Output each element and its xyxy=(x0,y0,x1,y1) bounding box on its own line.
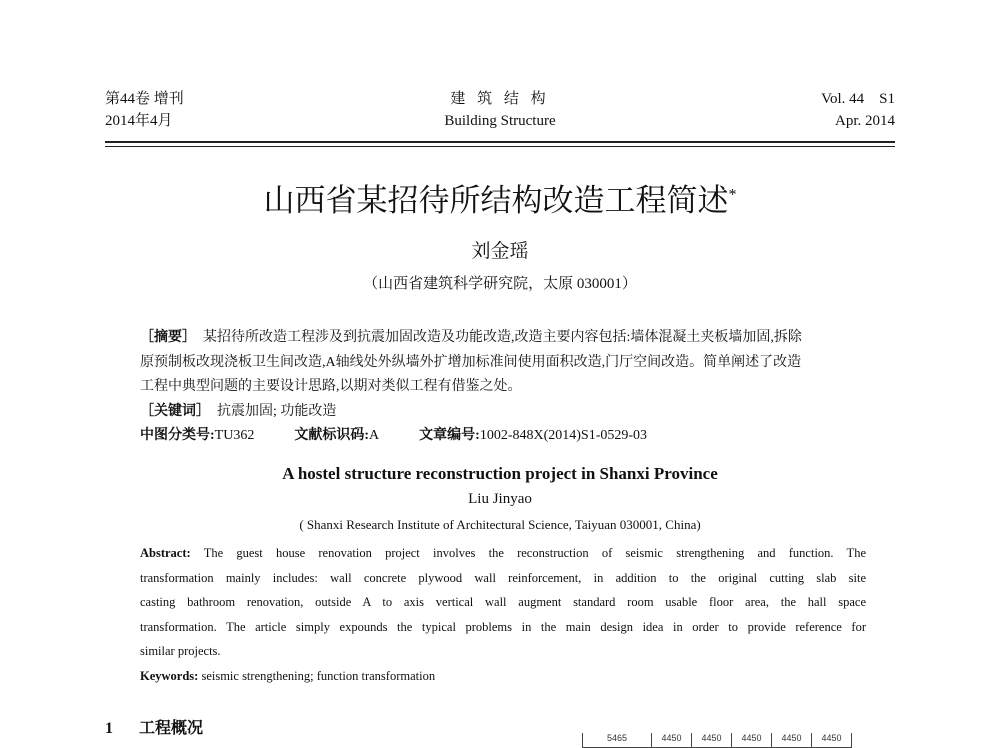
section-number: 1 xyxy=(105,720,113,737)
figure-dimension-row xyxy=(582,733,852,748)
dimension-label: 5465 xyxy=(582,733,652,747)
dimension-label: 4450 xyxy=(812,733,852,747)
doc-code-label: 文献标识码: xyxy=(294,428,370,443)
abstract-en-line: casting bathroom renovation, outside A to axis vertical wall augment standard room usable floor area, the hall space xyxy=(140,595,866,610)
keywords-en-label: Keywords: xyxy=(140,668,199,683)
volume-issue-zh: 第44卷 增刊 xyxy=(105,91,184,107)
journal-volume-en xyxy=(821,88,895,132)
header-rule xyxy=(105,141,895,143)
abstract-en-line: similar projects. xyxy=(140,644,221,659)
section-title: 工程概况 xyxy=(139,720,204,737)
abstract-en-line: transformation. The article simply expounds the typical problems in the main design idea in order to provide reference for xyxy=(140,619,866,634)
clc-label: 中图分类号: xyxy=(140,428,215,443)
abstract-en-line: The guest house renovation project involves the reconstruction of seismic strengthening and function. The xyxy=(190,546,866,560)
section-heading xyxy=(105,715,203,738)
abstract-zh xyxy=(140,326,802,449)
dimension-label: 4450 xyxy=(732,733,772,747)
article-no-label: 文章编号: xyxy=(419,428,480,443)
journal-name-en: Building Structure xyxy=(444,113,556,129)
header-rule-thin xyxy=(105,146,895,147)
abstract-line: 工程中典型问题的主要设计思路,以期对类似工程有借鉴之处。 xyxy=(140,379,522,394)
title-text: 山西省某招待所结构改造工程简述 xyxy=(263,183,729,218)
journal-name-zh: 建 筑 结 构 xyxy=(450,91,550,107)
dimension-label: 4450 xyxy=(692,733,732,747)
keywords-label: ［关键词］ xyxy=(140,403,210,419)
abstract-en xyxy=(140,541,866,689)
author-en: Liu Jinyao xyxy=(468,491,532,507)
volume-en: Vol. 44 S1 xyxy=(821,91,895,107)
paper-title xyxy=(0,175,1000,220)
abstract-en-line: transformation mainly includes: wall concrete plywood wall reinforcement, in addition to the original cutting slab site xyxy=(140,570,866,585)
affiliation-en: ( Shanxi Research Institute of Architectural Science, Taiyuan 030001, China) xyxy=(299,517,701,532)
dimension-label: 4450 xyxy=(652,733,692,747)
abstract-line: 某招待所改造工程涉及到抗震加固改造及功能改造,改造主要内容包括:墙体混凝土夹板墙加固,拆除 xyxy=(203,330,802,345)
author: 刘金瑶 xyxy=(471,241,529,262)
affiliation: （山西省建筑科学研究院，太原 030001） xyxy=(363,276,637,292)
keywords-text: 抗震加固; 功能改造 xyxy=(217,403,337,419)
dimension-label: 4450 xyxy=(772,733,812,747)
clc-value: TU362 xyxy=(214,428,255,443)
date-zh: 2014年4月 xyxy=(105,113,173,129)
article-no-value: 1002-848X(2014)S1-0529-03 xyxy=(479,428,648,443)
classification xyxy=(140,424,802,449)
doc-code-value: A xyxy=(369,428,380,443)
abstract-label: ［摘要］ xyxy=(140,330,196,345)
keywords-en-text: seismic strengthening; function transformation xyxy=(198,668,436,683)
abstract-en-label: Abstract: xyxy=(140,546,191,560)
title-en: A hostel structure reconstruction project in Shanxi Province xyxy=(282,464,718,483)
abstract-line: 原预制板改现浇板卫生间改造,A轴线处外纵墙外扩增加标准间使用面积改造,门厅空间改造。简单阐述了改造 xyxy=(140,354,802,370)
date-en: Apr. 2014 xyxy=(835,113,895,129)
title-footnote-mark: * xyxy=(728,186,737,204)
